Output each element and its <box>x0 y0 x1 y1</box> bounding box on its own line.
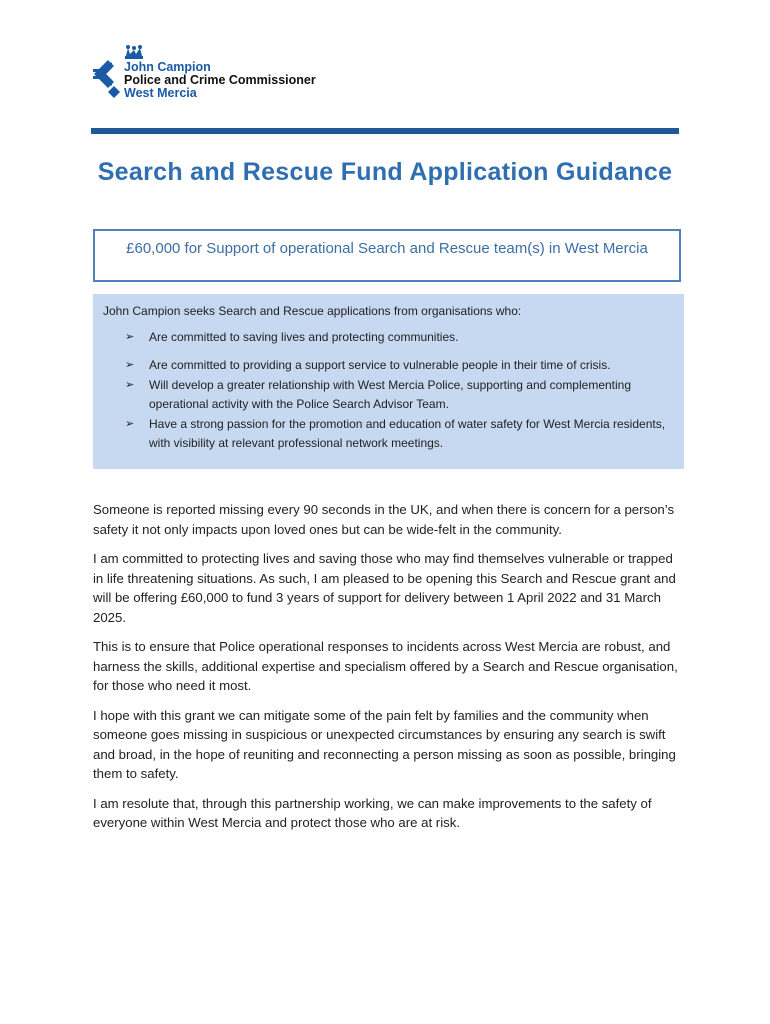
arrow-bullet-icon: ➢ <box>125 418 135 430</box>
eligibility-list <box>103 328 674 453</box>
body-paragraph: I hope with this grant we can mitigate some of the pain felt by families and the community when someone goes missing in suspicious or unexpected circumstances by ensuring any search is swift and broad, in the hope of reuniting and reconnecting a person missing as soon as possible, bringing them to safety. <box>93 707 676 781</box>
body-paragraph: Someone is reported missing every 90 seconds in the UK, and when there is concern for a person’s safety it not only impacts upon loved ones but can be wide-felt in the community. <box>93 502 675 537</box>
logo-area: West Mercia <box>124 86 197 100</box>
list-item-text: Are committed to saving lives and protecting communities. <box>149 330 459 344</box>
document-title: Search and Rescue Fund Application Guidance <box>97 158 673 186</box>
list-item <box>103 356 674 375</box>
logo-name: John Campion <box>124 60 211 74</box>
list-item <box>103 415 674 453</box>
funding-subtitle: £60,000 for Support of operational Search and Rescue team(s) in West Mercia <box>126 240 648 257</box>
logo-role: Police and Crime Commissioner <box>124 73 316 87</box>
list-item <box>103 376 674 414</box>
funding-subtitle-box <box>93 229 681 282</box>
body-paragraph: This is to ensure that Police operational responses to incidents across West Mercia are robust, and harness the skills, additional expertise and specialism offered by a Search and Rescue organisation, for those who need it most. <box>93 639 678 693</box>
body-text <box>93 500 683 843</box>
body-paragraph: I am committed to protecting lives and saving those who may find themselves vulnerable or trapped in life threatening situations. As such, I am pleased to be opening this Search and Rescue grant and will be offering £60,000 to fund 3 years of support for delivery between 1 April 2022 and 31 March 2025. <box>93 551 676 625</box>
logo-wordmark <box>124 61 316 100</box>
eligibility-lead: John Campion seeks Search and Rescue applications from organisations who: <box>103 304 522 318</box>
arrow-bullet-icon: ➢ <box>125 359 135 371</box>
list-item-text: Have a strong passion for the promotion and education of water safety for West Mercia residents, with visibility at relevant professional network meetings. <box>149 417 666 450</box>
arrow-bullet-icon: ➢ <box>125 379 135 391</box>
header-divider <box>91 128 679 134</box>
body-paragraph: I am resolute that, through this partnership working, we can make improvements to the safety of everyone within West Mercia and protect those who are at risk. <box>93 795 652 830</box>
list-item-text: Will develop a greater relationship with West Mercia Police, supporting and complementing operational activity with the Police Search Advisor Team. <box>149 378 632 411</box>
eligibility-box <box>93 294 684 469</box>
list-item-text: Are committed to providing a support service to vulnerable people in their time of crisis. <box>149 358 611 372</box>
list-item <box>103 328 674 347</box>
arrow-bullet-icon: ➢ <box>125 331 135 343</box>
